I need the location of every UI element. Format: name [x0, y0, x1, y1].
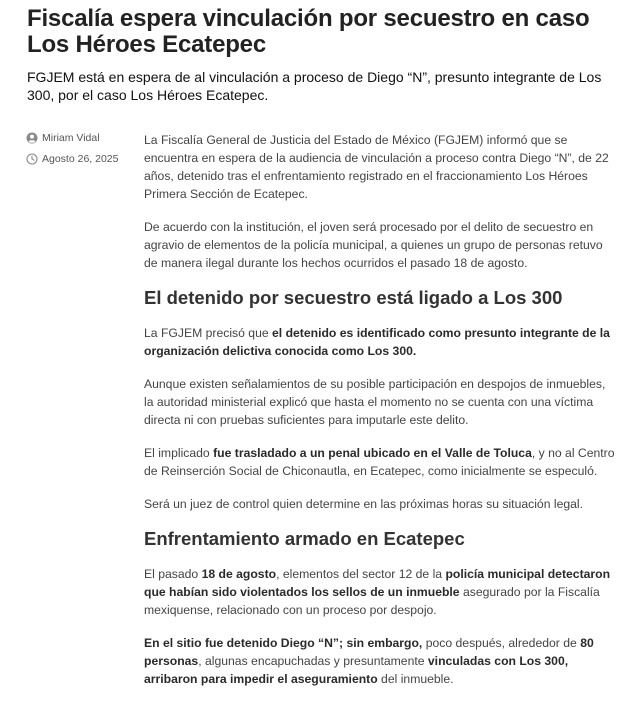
paragraph: En el sitio fue detenido Diego “N”; sin embargo, poco después, alrededor de 80 personas, algunas encapuchadas y presuntamente vinculadas con Los 300, arribaron para impedir el aseguramiento del inmueble. — [144, 636, 594, 686]
author-row[interactable] — [26, 130, 141, 146]
publish-date: Agosto 26, 2025 — [42, 153, 119, 165]
author-name[interactable]: Miriam Vidal — [42, 132, 100, 144]
article-body — [144, 131, 616, 703]
section-heading: El detenido por secuestro está ligado a Los 300 — [144, 287, 563, 308]
paragraph: Será un juez de control quien determine en las próximas horas su situación legal. — [144, 497, 583, 511]
section-heading: Enfrentamiento armado en Ecatepec — [144, 528, 465, 549]
paragraph: La Fiscalía General de Justicia del Estado de México (FGJEM) informó que se encuentra en espera de la audiencia de vinculación a proceso contra Diego “N”, de 22 años, detenido tras el enfrentamiento registrado en el fraccionamiento Los Héroes Primera Sección de Ecatepec. — [144, 133, 609, 201]
paragraph: Aunque existen señalamientos de su posible participación en despojos de inmuebles, la autoridad ministerial explicó que hasta el momento no se cuenta con una víctima directa ni con pruebas suficientes para imputarle este delito. — [144, 377, 606, 427]
paragraph: La FGJEM precisó que el detenido es identificado como presunto integrante de la organización delictiva conocida como Los 300. — [144, 326, 610, 358]
article-title: Fiscalía espera vinculación por secuestro en caso Los Héroes Ecatepec — [27, 5, 590, 58]
article-dek: FGJEM está en espera de al vinculación a proceso de Diego “N”, presunto integrante de Los 300, por el caso Los Héroes Ecatepec. — [27, 69, 602, 103]
paragraph: El pasado 18 de agosto, elementos del sector 12 de la policía municipal detectaron que habían sido violentados los sellos de un inmueble asegurado por la Fiscalía mexiquense, relacionado con un proceso por despojo. — [144, 567, 611, 617]
date-row — [26, 151, 141, 167]
user-icon — [26, 132, 38, 144]
clock-icon — [26, 153, 38, 165]
paragraph: El implicado fue trasladado a un penal ubicado en el Valle de Toluca, y no al Centro de Reinserción Social de Chiconautla, en Ecatepec, como inicialmente se especuló. — [144, 446, 615, 478]
article-meta — [26, 130, 141, 172]
paragraph: De acuerdo con la institución, el joven será procesado por el delito de secuestro en agravio de elementos de la policía municipal, a quienes un grupo de personas retuvo de manera ilegal durante los hechos ocurridos el pasado 18 de agosto. — [144, 220, 603, 270]
